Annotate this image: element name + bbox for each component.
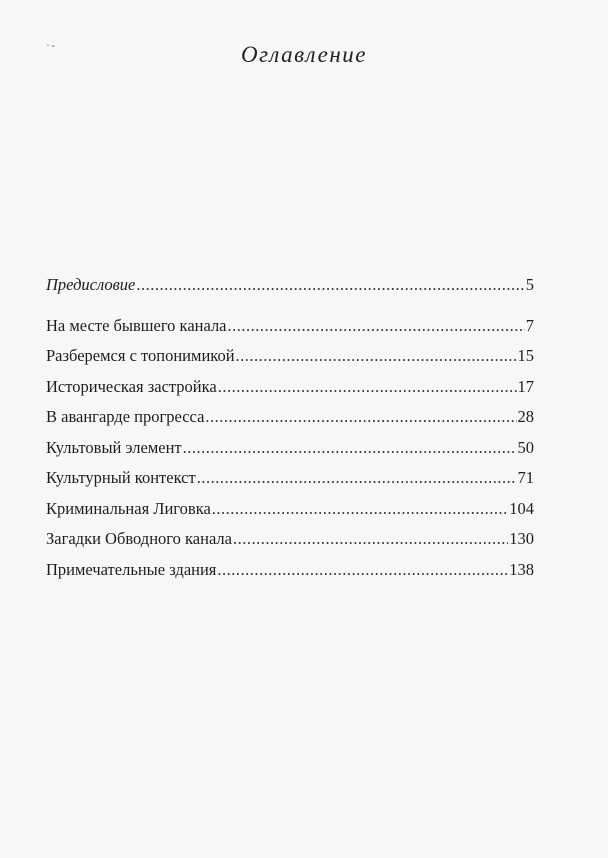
- toc-entry[interactable]: [46, 311, 534, 342]
- toc-entry-page: 28: [517, 407, 534, 426]
- toc-entry[interactable]: [46, 463, 534, 494]
- toc-entry-label: Культурный контекст: [46, 468, 196, 487]
- toc-entry-label: На месте бывшего канала: [46, 315, 227, 335]
- page-mark: ·-: [46, 38, 56, 52]
- toc-entry-page: 130: [509, 529, 534, 548]
- toc-entry-label: Криминальная Лиговка: [46, 498, 211, 518]
- toc-entry[interactable]: [46, 341, 534, 372]
- toc-leader-dots: [212, 494, 508, 525]
- toc-leader-dots: [183, 433, 517, 464]
- toc-entry[interactable]: [46, 270, 534, 301]
- toc-leader-dots: [218, 372, 517, 403]
- toc-leader-dots: [205, 402, 516, 433]
- table-of-contents: [46, 270, 534, 585]
- page-title: Оглавление: [240, 42, 367, 67]
- toc-entry-label: Загадки Обводного канала: [46, 529, 232, 548]
- toc-entry-label: Примечательные здания: [46, 559, 217, 579]
- toc-entry[interactable]: [46, 372, 534, 403]
- toc-entry-label: Предисловие: [46, 275, 136, 294]
- toc-leader-dots: [197, 463, 517, 494]
- toc-entry-label: Разберемся с топонимикой: [46, 346, 235, 365]
- toc-leader-dots: [228, 311, 525, 342]
- toc-entry-page: 7: [525, 315, 534, 335]
- toc-leader-dots: [236, 341, 517, 372]
- toc-entry-label: Историческая застройка: [46, 376, 217, 396]
- toc-entry-page: 71: [517, 468, 534, 487]
- toc-entry-page: 50: [517, 437, 534, 457]
- toc-entry[interactable]: [46, 524, 534, 555]
- toc-leader-dots: [217, 555, 508, 586]
- toc-entry-label: Культовый элемент: [46, 437, 182, 457]
- toc-entry[interactable]: [46, 494, 534, 525]
- toc-entry[interactable]: [46, 402, 534, 433]
- toc-entry-page: 138: [509, 559, 534, 579]
- toc-entry[interactable]: [46, 555, 534, 586]
- toc-entry-page: 15: [517, 346, 534, 365]
- toc-entry-page: 104: [509, 498, 534, 518]
- toc-leader-dots: [233, 524, 508, 555]
- toc-entry[interactable]: [46, 433, 534, 464]
- toc-entry-label: В авангарде прогресса: [46, 407, 205, 426]
- toc-leader-dots: [136, 270, 524, 301]
- toc-entry-page: 17: [517, 376, 534, 396]
- toc-entry-page: 5: [525, 275, 534, 294]
